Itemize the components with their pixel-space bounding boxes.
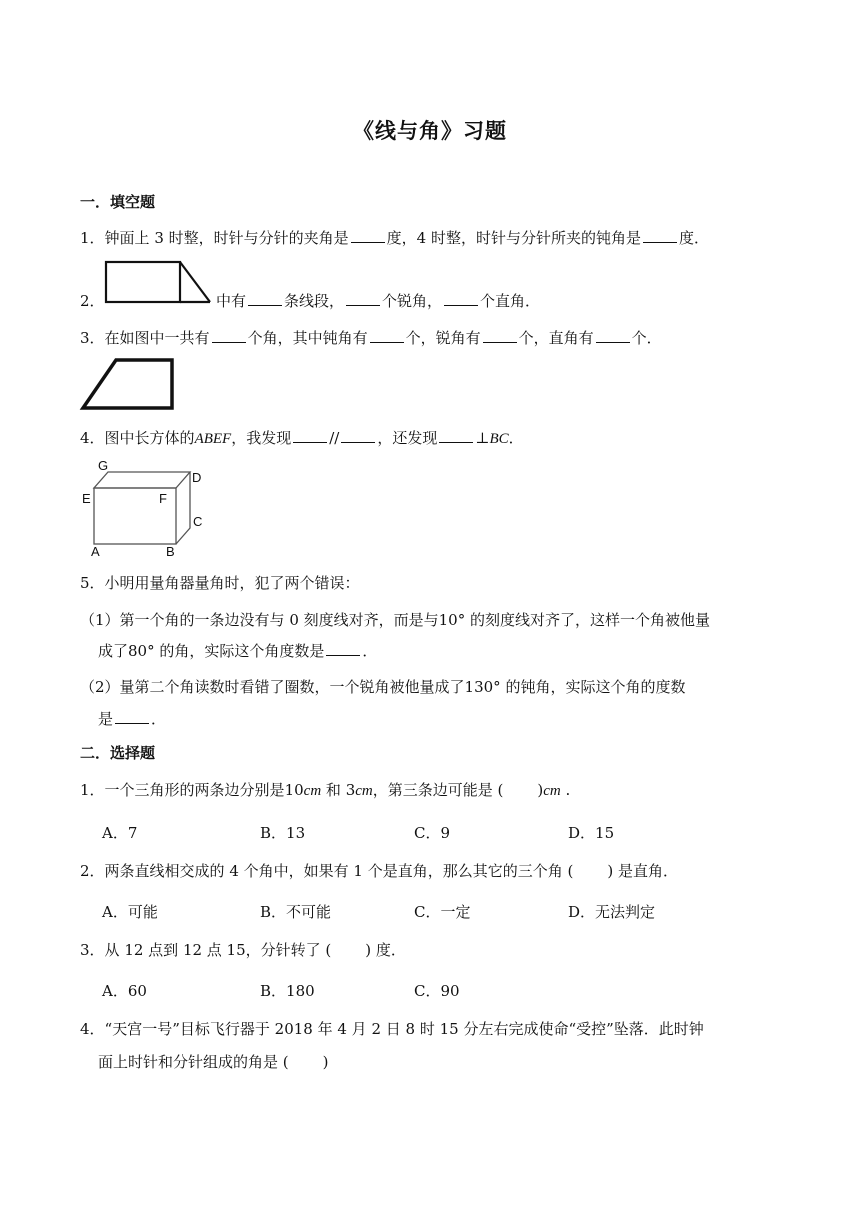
question-number: 3． (80, 329, 105, 347)
question-text: 度，4 时整，时针与分针所夹的钝角是 (386, 229, 641, 247)
option-b[interactable]: B．180 (260, 982, 315, 1000)
question-text: ) 度． (365, 941, 406, 959)
math-bc: BC (489, 431, 509, 447)
answer-blank[interactable] (248, 291, 282, 306)
question-text: 面上时针和分针组成的角是 ( (98, 1053, 289, 1071)
question-text: 成了80° 的角，实际这个角度数是 (98, 642, 325, 660)
question-3 (80, 328, 662, 348)
answer-blank[interactable] (326, 641, 360, 656)
vertex-label-g: G (98, 458, 109, 473)
option-c[interactable]: C．9 (414, 824, 451, 842)
question-text: 个角，其中钝角有 (247, 329, 368, 347)
question-number: 5． (80, 574, 105, 592)
question-text: “天宫一号”目标飞行器于 2018 年 4 月 2 日 8 时 15 分左右完成使命“受控”坠落．此时钟 (104, 1020, 704, 1038)
question-text: 个直角． (480, 292, 541, 310)
vertex-label-b: B (166, 544, 175, 559)
question-number: 1． (80, 781, 105, 799)
question-text: 和 (321, 781, 346, 799)
choice-question-2 (80, 861, 678, 881)
question-text: 钟面上 3 时整，时针与分针的夹角是 (104, 229, 349, 247)
vertex-label-d: D (192, 470, 202, 485)
section-fill-in-blank: 一．填空题 (80, 193, 156, 211)
vertex-label-f: F (159, 491, 167, 506)
option-c[interactable]: C．一定 (414, 903, 471, 921)
question-number: 4． (80, 1020, 105, 1038)
question-number: 3． (80, 941, 105, 959)
question-text: ，还发现 (377, 429, 438, 447)
answer-blank[interactable] (439, 428, 473, 443)
question-5 (80, 573, 360, 593)
question-text: ． (508, 429, 524, 447)
question-number: 4． (80, 429, 105, 447)
answer-blank[interactable] (212, 328, 246, 343)
choice-question-4 (80, 1019, 704, 1039)
option-a[interactable]: A．60 (102, 982, 147, 1000)
rectangle-triangle-figure (104, 260, 216, 306)
answer-blank[interactable] (346, 291, 380, 306)
value-side-2: 3 (345, 781, 356, 799)
question-number: 1． (80, 229, 105, 247)
question-text: 个，锐角有 (405, 329, 481, 347)
question-text: ) (537, 781, 544, 799)
question-text: . (560, 781, 571, 799)
question-5-sub-2-line-1: （2）量第二个角读数时看错了圈数，一个锐角被他量成了130° 的钝角，实际这个角的度数 (80, 678, 686, 696)
answer-blank[interactable] (351, 228, 385, 243)
page-title: 《线与角》习题 (353, 118, 507, 143)
answer-blank[interactable] (370, 328, 404, 343)
unit-cm: cm (355, 783, 373, 799)
question-text: ． (151, 710, 167, 728)
option-c[interactable]: C．90 (414, 982, 460, 1000)
answer-blank[interactable] (341, 428, 375, 443)
question-text: ) 是直角． (607, 862, 678, 880)
answer-blank[interactable] (596, 328, 630, 343)
value-side-1: 10 (284, 781, 304, 799)
option-a[interactable]: A．可能 (102, 903, 158, 921)
answer-blank[interactable] (115, 709, 149, 724)
unit-cm: cm (303, 783, 322, 799)
answer-blank[interactable] (293, 428, 327, 443)
question-text: 是 (98, 710, 114, 728)
question-1 (80, 228, 709, 248)
question-text: 在如图中一共有 (104, 329, 210, 347)
question-text: 两条直线相交成的 4 个角中，如果有 1 个是直角，那么其它的三个角 ( (104, 862, 574, 880)
choice-question-4-line-2 (98, 1052, 328, 1072)
question-text: 中有 (216, 292, 247, 310)
question-text: 小明用量角器量角时，犯了两个错误： (104, 574, 360, 592)
question-text: 个． (631, 329, 662, 347)
option-b[interactable]: B．13 (260, 824, 306, 842)
question-text: 度． (678, 229, 709, 247)
question-text: ，我发现 (231, 429, 292, 447)
question-text: 图中长方体的 (104, 429, 195, 447)
option-b[interactable]: B．不可能 (260, 903, 332, 921)
vertex-label-a: A (91, 544, 100, 559)
unit-cm: cm (543, 783, 561, 799)
question-text: 个，直角有 (518, 329, 594, 347)
question-number: 2． (80, 862, 105, 880)
question-text: 个锐角， (382, 292, 443, 310)
option-d[interactable]: D．无法判定 (568, 903, 656, 921)
choice-question-1 (80, 780, 570, 801)
answer-blank[interactable] (444, 291, 478, 306)
answer-blank[interactable] (483, 328, 517, 343)
question-5-sub-2-line-2 (98, 709, 166, 729)
question-text: 条线段， (284, 292, 345, 310)
option-a[interactable]: A．7 (102, 824, 138, 842)
question-text: 从 12 点到 12 点 15，分针转了 ( (104, 941, 332, 959)
vertex-label-c: C (193, 514, 203, 529)
math-abef: ABEF (194, 431, 232, 447)
option-d[interactable]: D．15 (568, 824, 615, 842)
answer-blank[interactable] (643, 228, 677, 243)
question-text: 一个三角形的两条边分别是 (104, 781, 285, 799)
vertex-label-e: E (82, 491, 91, 506)
question-2 (216, 291, 540, 311)
question-text: ． (362, 642, 378, 660)
cuboid-figure (80, 458, 210, 562)
question-4 (80, 428, 524, 449)
trapezoid-figure (78, 356, 178, 414)
question-text: ) (322, 1053, 329, 1071)
question-5-sub-1-line-1: （1）第一个角的一条边没有与 0 刻度线对齐，而是与10° 的刻度线对齐了，这样一个角被他量 (80, 611, 710, 629)
choice-question-3 (80, 940, 406, 960)
section-multiple-choice: 二．选择题 (80, 744, 156, 762)
question-2-number: 2． (80, 292, 105, 310)
question-text: ，第三条边可能是 ( (372, 781, 504, 799)
question-5-sub-1-line-2 (98, 641, 377, 661)
parallel-symbol: // (329, 429, 340, 447)
perpendicular-symbol: ⊥ (475, 429, 490, 447)
